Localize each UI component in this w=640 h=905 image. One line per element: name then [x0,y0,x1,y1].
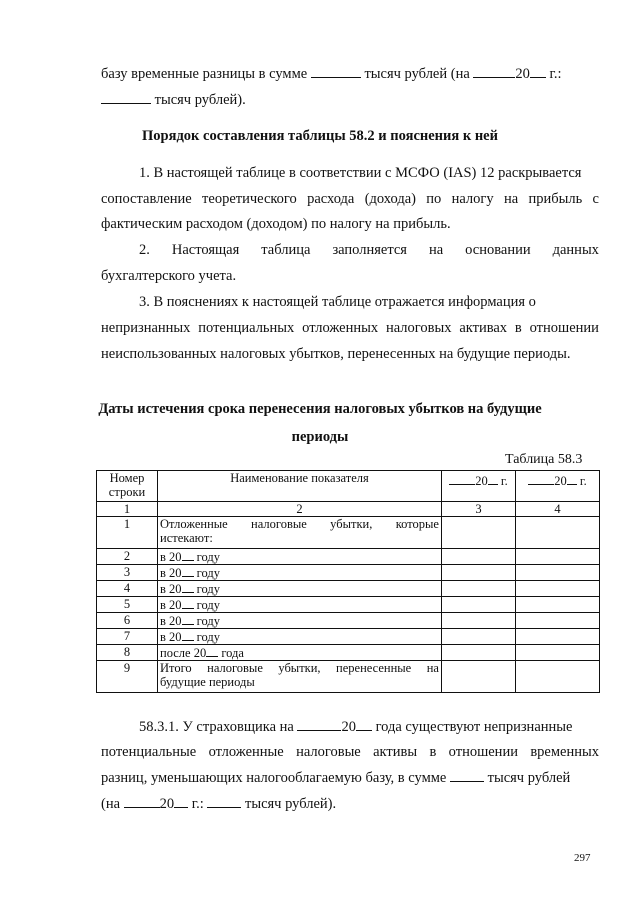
word: таблица [261,242,311,258]
item-2-line-2: бухгалтерского учета. [101,268,237,284]
value-cell [516,661,600,693]
bottom-paragraph-line-3: разниц, уменьшающих налогооблагаемую базу, в сумме тысяч рублей [101,770,571,786]
word: по [426,191,442,207]
word: непризнанных [101,320,191,336]
value-cell [516,645,600,661]
value-cell [516,629,600,645]
word: Настоящая [171,242,240,258]
value-cell [516,565,600,581]
value-cell [442,581,516,597]
index-cell: 4 [516,502,600,517]
value-cell [442,597,516,613]
header-year-2: 20 г. [516,471,600,502]
value-cell [442,613,516,629]
row-number: 4 [97,581,158,597]
value-cell [442,517,516,549]
table-row [97,581,600,597]
row-number: 1 [97,517,158,549]
word: налоговые [207,661,263,675]
bottom-paragraph-line-4: (на 20 г.: тысяч рублей). [101,796,337,812]
table-heading-line-1: Даты истечения срока перенесения налоговых убытков на будущие [98,401,542,417]
row-label: в 20 году [158,581,442,597]
section-heading: Порядок составления таблицы 58.2 и пояснения к ней [142,128,498,144]
row-label: Отложенные налоговые убытки, которые истекают: [158,517,442,549]
row-number: 9 [97,661,158,693]
table-row [97,629,600,645]
top-paragraph-line-2: тысяч рублей). [101,90,246,109]
value-cell [442,629,516,645]
word: налоговые [251,517,307,531]
item-3-line-3: неиспользованных налоговых убытков, перенесенных на будущие периоды. [101,346,571,362]
word: потенциальные [101,744,197,760]
table-index-row [97,502,600,517]
row-label: в 20 году [158,613,442,629]
word: расхода [307,191,355,207]
item-3-line-1: 3. В пояснениях к настоящей таблице отражается информация о [139,294,536,310]
page-number: 297 [574,852,591,864]
word: данных [552,242,599,258]
word: убытки, [278,661,321,675]
row-number: 6 [97,613,158,629]
table-row [97,613,600,629]
row-label: после 20 года [158,645,442,661]
table-row [97,517,600,549]
word: активы [373,744,418,760]
word: отложенные [208,744,284,760]
bottom-paragraph-line-1: 58.3.1. У страховщика на 20 года существуют непризнанные [139,719,573,735]
row-number: 8 [97,645,158,661]
table-heading-line-2: периоды [291,429,349,445]
index-cell: 1 [97,502,158,517]
word: Итого [160,661,192,675]
item-3-line-2 [101,319,599,337]
word: которые [395,517,439,531]
table-header-row [97,471,600,502]
word: перенесенные [336,661,412,675]
row-number: 7 [97,629,158,645]
word: активах [459,320,508,336]
word: сопоставление [101,191,192,207]
row-label: в 20 году [158,549,442,565]
word: прибыль [528,191,583,207]
word: с [592,191,599,207]
index-cell: 2 [158,502,442,517]
item-1-line-3: фактическим расходом (доходом) по налогу на прибыль. [101,216,451,232]
value-cell [516,581,600,597]
word: отношении [448,744,518,760]
item-2-line-1 [139,241,599,259]
row-label: в 20 году [158,629,442,645]
word: 2. [139,242,150,258]
loss-expiry-table [96,470,600,693]
table-caption: Таблица 58.3 [505,452,583,467]
word: теоретического [202,191,297,207]
table-row [97,597,600,613]
top-paragraph-line-1: базу временные разницы в сумме тысяч рублей (на 20 г.: [101,66,562,82]
row-number: 2 [97,549,158,565]
word: налоговые [296,744,361,760]
word: потенциальных [198,320,295,336]
word: на [428,242,444,258]
row-number: 3 [97,565,158,581]
word: отношении [529,320,599,336]
table-row [97,645,600,661]
word: (дохода) [364,191,416,207]
word: налогу [451,191,494,207]
word: на [503,191,519,207]
item-1-line-1: 1. В настоящей таблице в соответствии с МСФО (IAS) 12 раскрывается [139,165,582,181]
value-cell [442,645,516,661]
index-cell: 3 [442,502,516,517]
word: убытки, [330,517,373,531]
row-label: в 20 году [158,597,442,613]
word: отложенных [302,320,379,336]
item-1-line-2 [101,190,599,208]
word: Отложенные [160,517,228,531]
value-cell [516,549,600,565]
header-indicator-name: Наименование показателя [158,471,442,502]
word: на [426,661,439,675]
header-row-number: Номер строки [97,471,158,502]
value-cell [442,565,516,581]
header-year-1: 20 г. [442,471,516,502]
value-cell [516,597,600,613]
word: в [429,744,437,760]
word: налоговых [385,320,452,336]
value-cell [516,613,600,629]
word: основании [465,242,531,258]
table-row [97,565,600,581]
row-label: Итого налоговые убытки, перенесенные на будущие периоды [158,661,442,693]
value-cell [442,661,516,693]
table-row [97,549,600,565]
word: в [514,320,522,336]
value-cell [516,517,600,549]
word: временных [530,744,599,760]
table-row [97,661,600,693]
bottom-paragraph-line-2 [101,743,599,761]
row-number: 5 [97,597,158,613]
word: заполняется [332,242,407,258]
value-cell [442,549,516,565]
row-label: в 20 году [158,565,442,581]
